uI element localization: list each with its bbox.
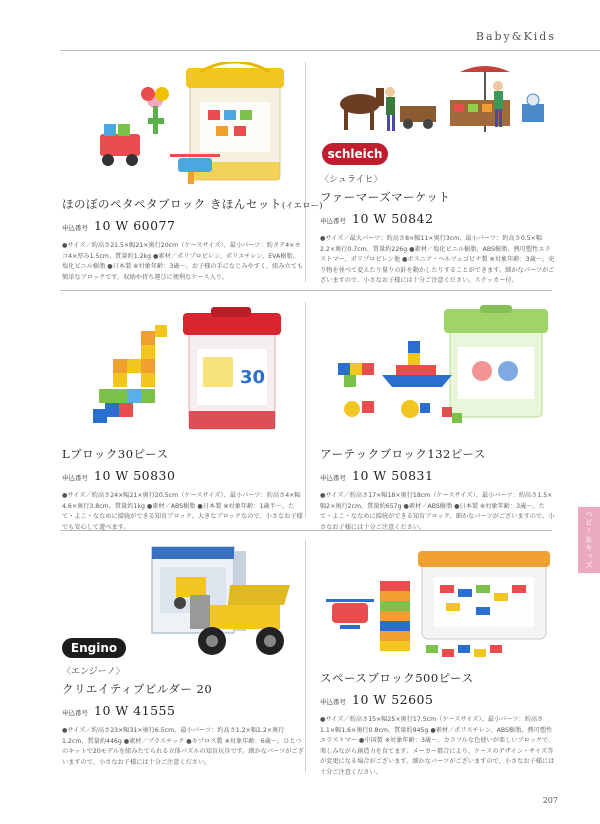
product-image-creative-builder bbox=[150, 545, 300, 665]
product-image-l-block-30 bbox=[85, 305, 300, 435]
product-name: クリエイティブビルダー 20 bbox=[62, 682, 213, 696]
product-code: 10 W 50830 bbox=[94, 468, 176, 483]
column-divider bbox=[305, 302, 306, 518]
product-description: ●サイズ／約高さ17×幅18×奥行18cm（ケースサイズ）、最小パーツ：約高さ1.5×幅2×奥行2cm、質量約657g ●素材／ABS樹脂 ●日本製 ※対象年齢：3歳～。たて・よこ・ななめに接続ができる知育ブロック。細かなパーツがございますので、小さなお子様には十分ご注意ください。 bbox=[320, 492, 555, 531]
product-name: Lブロック30ピース bbox=[62, 447, 169, 461]
engino-logo: Engino bbox=[62, 638, 126, 658]
product-code: 10 W 50842 bbox=[352, 211, 434, 226]
product-image-yellow-block-set bbox=[90, 62, 300, 192]
product-brand: 〈シュライヒ〉 bbox=[320, 175, 383, 185]
code-label: 申込番号 bbox=[320, 698, 346, 706]
product-code-row bbox=[320, 211, 556, 226]
product-card bbox=[320, 172, 556, 287]
svg-text:30: 30 bbox=[240, 367, 266, 388]
schleich-logo: schleich bbox=[322, 143, 388, 165]
code-label: 申込番号 bbox=[62, 474, 88, 482]
product-name: アーテックブロック132ピース bbox=[320, 447, 486, 461]
product-name: ほのぼのペタペタブロック きほんセット(イエロー) bbox=[62, 197, 323, 211]
product-name: ファーマーズマーケット bbox=[320, 190, 451, 204]
column-divider bbox=[305, 540, 306, 772]
product-code-row bbox=[320, 468, 556, 483]
code-label: 申込番号 bbox=[320, 474, 346, 482]
product-name: スペースブロック500ピース bbox=[320, 671, 474, 685]
product-code: 10 W 60077 bbox=[94, 218, 176, 233]
product-card bbox=[62, 446, 304, 533]
product-card bbox=[320, 670, 556, 778]
product-code-row bbox=[62, 468, 304, 483]
page-number: 207 bbox=[542, 796, 558, 805]
product-description: ●サイズ／最大パーツ：約高さ8×幅11×奥行3cm、最小パーツ：約高さ0.5×幅2.2×奥行0.7cm、質量約226g ●素材／塩化ビニル樹脂、ABS樹脂、熱可塑性エラストマー、ポリプロピレン他 ●ボスニア・ヘルツェゴビナ製 ※対象年齢：3歳～。売り物を並べて変えたり量りの針を動かしたりすることができます。細かなパーツがございますので、小さなお子様には十分ご注意ください。ステッカー付。 bbox=[320, 235, 555, 284]
header-rule bbox=[60, 50, 600, 51]
product-code-row bbox=[62, 218, 304, 233]
column-divider bbox=[305, 62, 306, 282]
product-description: ●サイズ／約高さ23×幅31×奥行6.5cm、最小パーツ：約高さ1.2×幅1.2×奥行1.2cm、質量約446g ●素材／プラスチック ●キプロス製 ※対象年齢：6歳～。ひとつのキットで20モデルを組みたてられる立体パズルの知育玩具です。細かなパーツがございますので、小さなお子様には十分ご注意ください。 bbox=[62, 727, 304, 766]
product-image-space-block-500 bbox=[326, 545, 552, 665]
row-divider bbox=[60, 290, 552, 291]
product-image-farmers-market bbox=[330, 62, 550, 142]
product-card bbox=[62, 664, 304, 768]
product-code-row bbox=[62, 703, 304, 718]
product-description: ●サイズ／約高さ15×幅25×奥行17.5cm（ケースサイズ）、最小パーツ：約高さ1.1×幅1.6×奥行0.8cm、質量約945g ●素材／ポリスチレン、ABS樹脂、熱可塑性エラストマー ●中国製 ※対象年齢：3歳～。カラフルな色使いが楽しいブロックで、楽しみながら創造力を育てます。メーカー都合により、ケースのデザイン・サイズ等が変更になる場合がございます。細かなパーツがございますので、小さなお子様には十分ご注意ください。 bbox=[320, 716, 555, 776]
product-code: 10 W 52605 bbox=[352, 692, 434, 707]
product-code-row bbox=[320, 692, 556, 707]
code-label: 申込番号 bbox=[320, 217, 346, 225]
product-card bbox=[62, 196, 323, 283]
code-label: 申込番号 bbox=[62, 709, 88, 717]
page-header-title: Baby&Kids bbox=[475, 30, 556, 43]
category-side-tab[interactable]: ベビー＆キッズ bbox=[578, 507, 600, 573]
product-description: ●サイズ／約高さ24×幅21×奥行20.5cm（ケースサイズ）、最小パーツ：約高さ4×幅4.6×奥行3.8cm、質量約1kg ●素材／ABS樹脂 ●日本製 ※対象年齢：1歳半～。たて・よこ・ななめに接続ができる知育ブロック。大きなブロックなので、小さなお子様でも安心して遊べます。 bbox=[62, 492, 303, 531]
code-label: 申込番号 bbox=[62, 224, 88, 232]
product-brand: 〈エンジーノ〉 bbox=[62, 667, 125, 677]
product-image-artec-block-132 bbox=[322, 305, 552, 435]
product-card bbox=[320, 446, 556, 533]
product-code: 10 W 50831 bbox=[352, 468, 434, 483]
product-description: ●サイズ／約高さ21.5×幅21×奥行20cm（ケースサイズ）、最小パーツ：約タテ4×ヨコ4×厚み1.5cm、質量約1.2kg ●素材／ポリプロピレン、ポリエチレン、EVA樹脂、塩化ビニル樹脂 ●日本製 ※対象年齢：3歳～。お子様の手になじみやすく、組み立ても簡単なブロックです。収納や持ち運びに便利なケース入り。 bbox=[62, 242, 304, 281]
product-code: 10 W 41555 bbox=[94, 703, 176, 718]
